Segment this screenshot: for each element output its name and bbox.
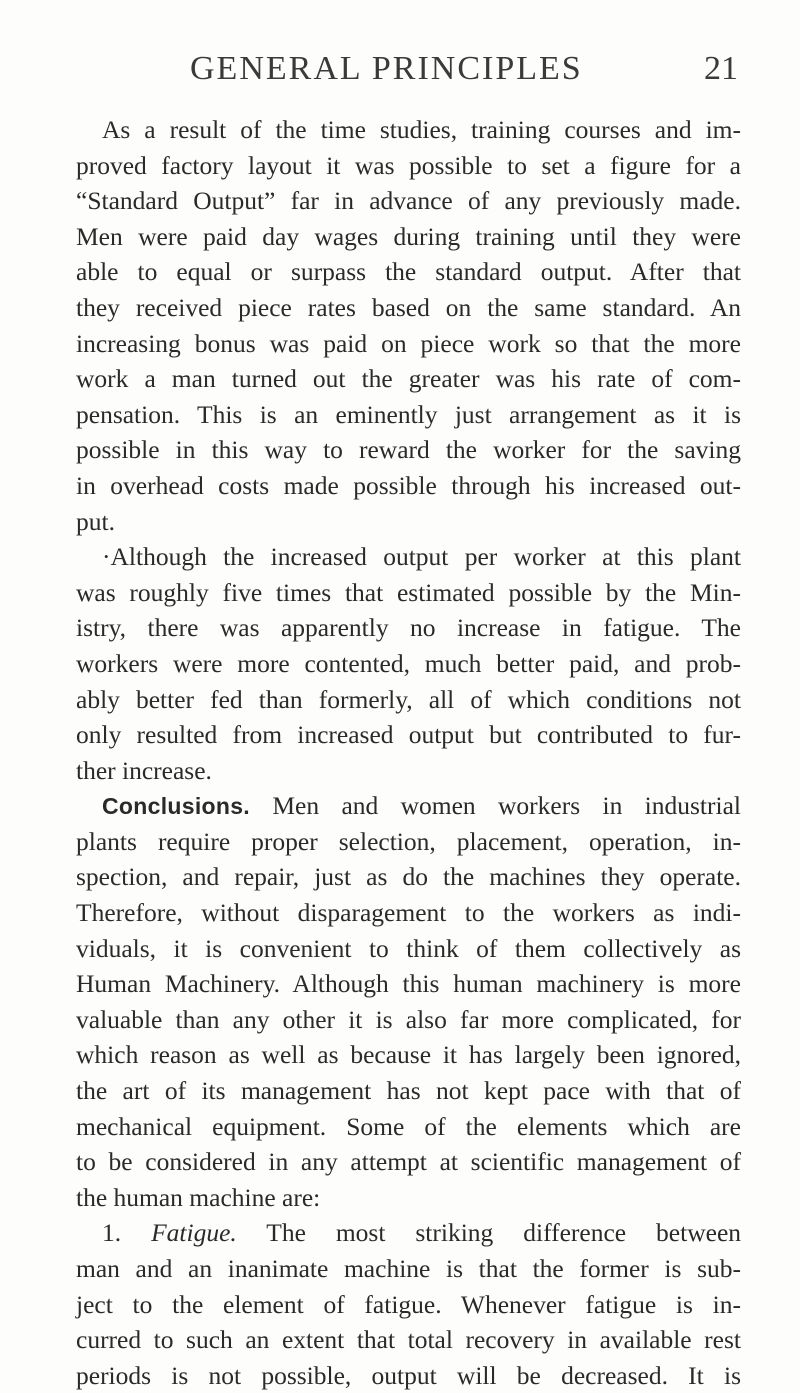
paragraph-time-studies — [76, 112, 741, 539]
text-line: to be considered in any attempt at scientific management of — [76, 1147, 741, 1177]
text-line: Therefore, without disparagement to the workers as indi- — [76, 898, 741, 928]
page-number: 21 — [704, 50, 738, 87]
text-line: plants require proper selection, placement, operation, in- — [76, 826, 741, 856]
text-line: the art of its management has not kept pace with that of — [76, 1076, 741, 1106]
text-line: pensation. This is an eminently just arrangement as it is — [76, 399, 741, 429]
body-text — [76, 112, 741, 1393]
conclusions-first-line: Men and women workers in industrial — [272, 791, 741, 821]
text-line: in overhead costs made possible through his increased out- — [76, 470, 741, 500]
running-title: GENERAL PRINCIPLES — [190, 50, 583, 87]
text-line: ject to the element of fatigue. Whenever fatigue is in- — [76, 1289, 741, 1319]
paragraph-fatigue — [76, 1215, 741, 1393]
text-line: “Standard Output” far in advance of any previously made. — [76, 186, 741, 216]
text-line — [76, 1215, 741, 1251]
paragraph-increased-output — [76, 539, 741, 788]
text-line: ·Although the increased output per worker at this plant — [102, 542, 741, 572]
text-line: istry, there was apparently no increase in fatigue. The — [76, 613, 741, 643]
text-line: the human machine are: — [76, 1182, 321, 1212]
text-line: Human Machinery. Although this human machinery is more — [76, 969, 741, 999]
text-line: workers were more contented, much better paid, and prob- — [76, 648, 741, 678]
text-line: increasing bonus was paid on piece work so that the more — [76, 328, 741, 358]
fatigue-first-line: The most striking difference between — [266, 1218, 742, 1248]
text-line: curred to such an extent that total recovery in available rest — [76, 1325, 741, 1355]
text-line: mechanical equipment. Some of the elements which are — [76, 1111, 741, 1141]
fatigue-heading: Fatigue. — [151, 1218, 237, 1248]
text-line: proved factory layout it was possible to set a figure for a — [76, 150, 741, 180]
text-line: ably better fed than formerly, all of which conditions not — [76, 684, 741, 714]
text-line: work a man turned out the greater was his rate of com- — [76, 364, 741, 394]
text-line: periods is not possible, output will be decreased. It is — [76, 1360, 741, 1390]
text-line: possible in this way to reward the worker for the saving — [76, 435, 741, 465]
paragraph-conclusions — [76, 788, 741, 1215]
text-line — [76, 788, 741, 824]
text-line: spection, and repair, just as do the machines they operate. — [76, 862, 741, 892]
list-number: 1. — [102, 1218, 122, 1248]
text-line: man and an inanimate machine is that the former is sub- — [76, 1254, 741, 1283]
conclusions-heading: Conclusions. — [102, 793, 251, 820]
text-line: ther increase. — [76, 755, 212, 785]
text-line: valuable than any other it is also far more complicated, for — [76, 1004, 741, 1034]
text-line: As a result of the time studies, training courses and im- — [102, 115, 741, 144]
text-line: was roughly five times that estimated possible by the Min- — [76, 577, 741, 607]
text-line: viduals, it is convenient to think of them collectively as — [76, 933, 741, 963]
text-line: they received piece rates based on the same standard. An — [76, 292, 741, 322]
text-line: which reason as well as because it has largely been ignored, — [76, 1040, 741, 1070]
text-line: put. — [76, 506, 115, 536]
text-line: able to equal or surpass the standard output. After that — [76, 257, 741, 287]
text-line: only resulted from increased output but contributed to fur- — [76, 720, 741, 750]
text-line: Men were paid day wages during training until they were — [76, 221, 741, 251]
